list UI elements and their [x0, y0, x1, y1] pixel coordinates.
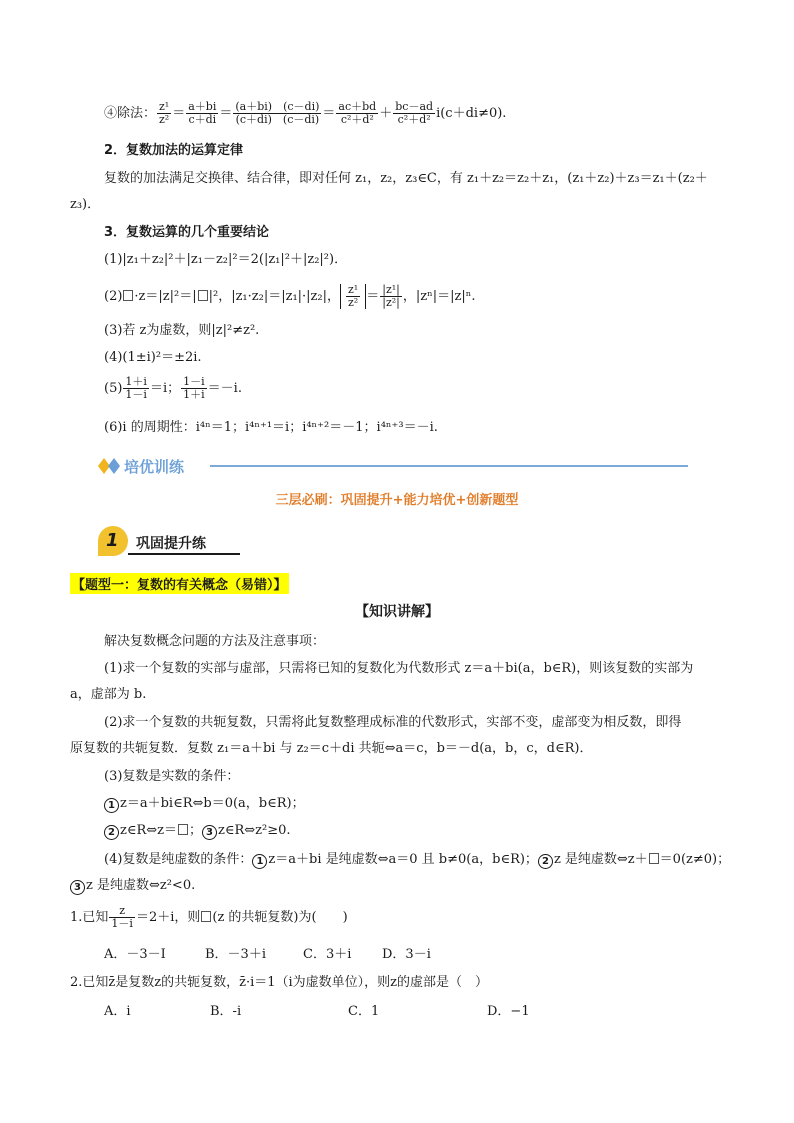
circled-2-icon: 2	[104, 825, 119, 840]
knowledge-heading: 【知识讲解】	[355, 604, 439, 620]
frac-a-bi: $\frac{a+bi}{c+di}$	[188, 100, 217, 126]
knowledge-intro: 解决复数概念问题的方法及注意事项：	[104, 634, 326, 649]
section2-line2: z₃)．	[70, 197, 101, 212]
frac-expanded: $\frac{(a+bi) (c-di)}{(c+di) (c-di)}$	[235, 100, 320, 126]
question-1-stem: 1.已知 $\frac{z}{1-i}$ ＝2＋i，则 (z 的共轭复数)为( )	[70, 904, 348, 930]
knowledge-p4-3: 3 z 是纯虚数⇔z²<0.	[70, 877, 195, 895]
circled-2-icon: 2	[538, 854, 553, 869]
section3-title: 3．复数运算的几个重要结论	[104, 225, 270, 240]
division-condition: (c＋di≠0).	[440, 106, 507, 121]
training-banner	[98, 456, 688, 476]
circled-3-icon: 3	[70, 880, 85, 895]
q1-option-d[interactable]: D．3－i	[382, 947, 431, 962]
frac-imag: $\frac{bc-ad}{\text{c²＋d²}}$	[395, 100, 434, 126]
circled-1-icon: 1	[252, 854, 267, 869]
knowledge-p2b: 原复数的共轭复数．复数 z₁＝a＋bi 与 z₂＝c＋di 共轭⇔a＝c，b＝－d(a，b，c，d∈R)．	[70, 741, 593, 756]
knowledge-p2a: (2)求一个复数的共轭复数，只需将此复数整理成标准的代数形式，实部不变，虚部变为相反数，即得	[104, 715, 682, 730]
knowledge-p3-1: 1 z＝a＋bi∈R⇔b＝0(a，b∈R)；	[104, 795, 305, 813]
conclusion-2: (2) ·z＝|z|²＝| |²，|z₁·z₂|＝|z₁|·|z₂|， $\frac{\text{z¹}}{\text{z²}}$ ＝ $\frac{\text{|z¹|}}{\text{|z²|}}$ ，|zⁿ|＝|z|ⁿ.	[104, 283, 476, 309]
section2-line1: 复数的加法满足交换律、结合律，即对任何 z₁，z₂，z₃∈C，有 z₁＋z₂＝z₂＋z₁，(z₁＋z₂)＋z₃＝z₁＋(z₂＋	[104, 171, 708, 186]
conclusion-5: (5) $\frac{1+i}{1-i}$ ＝i； $\frac{1-i}{1+i}$ ＝－i.	[104, 375, 242, 401]
knowledge-p1b: a，虚部为 b.	[70, 687, 147, 702]
q1-option-c[interactable]: C．3＋i	[303, 947, 352, 962]
diamond-icon	[98, 458, 122, 474]
conj-box-icon	[649, 853, 659, 864]
circled-1-icon: 1	[104, 798, 119, 813]
conclusion-3: (3)若 z为虚数，则|z|²≠z².	[104, 323, 260, 338]
knowledge-p3: (3)复数是实数的条件：	[104, 769, 240, 784]
conclusion-6: (6)i 的周期性：i⁴ⁿ＝1；i⁴ⁿ⁺¹＝i；i⁴ⁿ⁺²＝－1；i⁴ⁿ⁺³＝－i.	[104, 420, 438, 435]
level-underline	[128, 553, 240, 555]
banner-subtitle: 三层必刷：巩固提升+能力培优+创新题型	[275, 493, 519, 508]
knowledge-p1a: (1)求一个复数的实部与虚部，只需将已知的复数化为代数形式 z＝a＋bi(a，b∈R)，则该复数的实部为	[104, 661, 694, 676]
circled-3-icon: 3	[202, 825, 217, 840]
frac-real: $\frac{ac+bd}{\text{c²＋d²}}$	[338, 100, 377, 126]
knowledge-p4: (4)复数是纯虚数的条件： 1 z＝a＋bi 是纯虚数⇔a＝0 且 b≠0(a，b∈R)； 2 z 是纯虚数⇔z＋ ＝0(z≠0)；	[104, 852, 731, 867]
abs-ratio: $\frac{\text{|z¹|}}{\text{|z²|}}$	[382, 283, 400, 309]
topic-highlight: 【题型一：复数的有关概念（易错）】	[70, 573, 289, 594]
banner-rule	[210, 465, 688, 467]
conj-box-icon	[201, 911, 211, 922]
banner-title: 培优训练	[124, 458, 185, 476]
section2-title: 2．复数加法的运算定律	[104, 143, 244, 158]
knowledge-p3-2: 2 z∈R⇔z＝ ； 3 z∈R⇔z²≥0.	[104, 822, 291, 840]
abs-quotient: $\frac{\text{z¹}}{\text{z²}}$	[340, 284, 366, 309]
conclusion-4: (4)(1±i)²＝±2i.	[104, 350, 202, 365]
level-number: 1	[106, 530, 119, 551]
conj-box-icon	[123, 290, 133, 301]
division-formula: ④除法： $\frac{\text{z¹}}{\text{z²}}$ ＝ $\frac{a+bi}{c+di}$ ＝ $\frac{(a+bi) (c-di)}{(c+di) (c-di)}$ ＝ $\frac{ac+bd}{\text{c²＋d²}}$ ＋ $\frac{bc-ad}{\text{c²＋d²}}$ i(c＋di≠0).	[104, 100, 507, 126]
conj-box-icon	[178, 824, 188, 835]
q2-option-d[interactable]: D．−1	[487, 1004, 530, 1019]
level-label: 巩固提升练	[136, 536, 206, 552]
question-2-stem: 2.已知z̄是复数z的共轭复数，z̄·i＝1（i为虚数单位），则z的虚部是（ ）	[70, 975, 489, 990]
q2-option-c[interactable]: C．1	[348, 1004, 380, 1019]
q1-option-b[interactable]: B．－3＋i	[205, 947, 266, 962]
q2-option-b[interactable]: B．-i	[210, 1004, 242, 1019]
conj-box-icon	[198, 290, 208, 301]
q2-option-a[interactable]: A．i	[104, 1004, 131, 1019]
q1-option-a[interactable]: A．－3－I	[104, 947, 166, 962]
frac-z1-z2: $\frac{\text{z¹}}{\text{z²}}$	[159, 100, 170, 126]
level-header	[98, 526, 240, 556]
division-label: ④除法：	[104, 106, 157, 121]
conclusion-1: (1)|z₁＋z₂|²＋|z₁－z₂|²＝2(|z₁|²＋|z₂|²)．	[104, 252, 348, 267]
